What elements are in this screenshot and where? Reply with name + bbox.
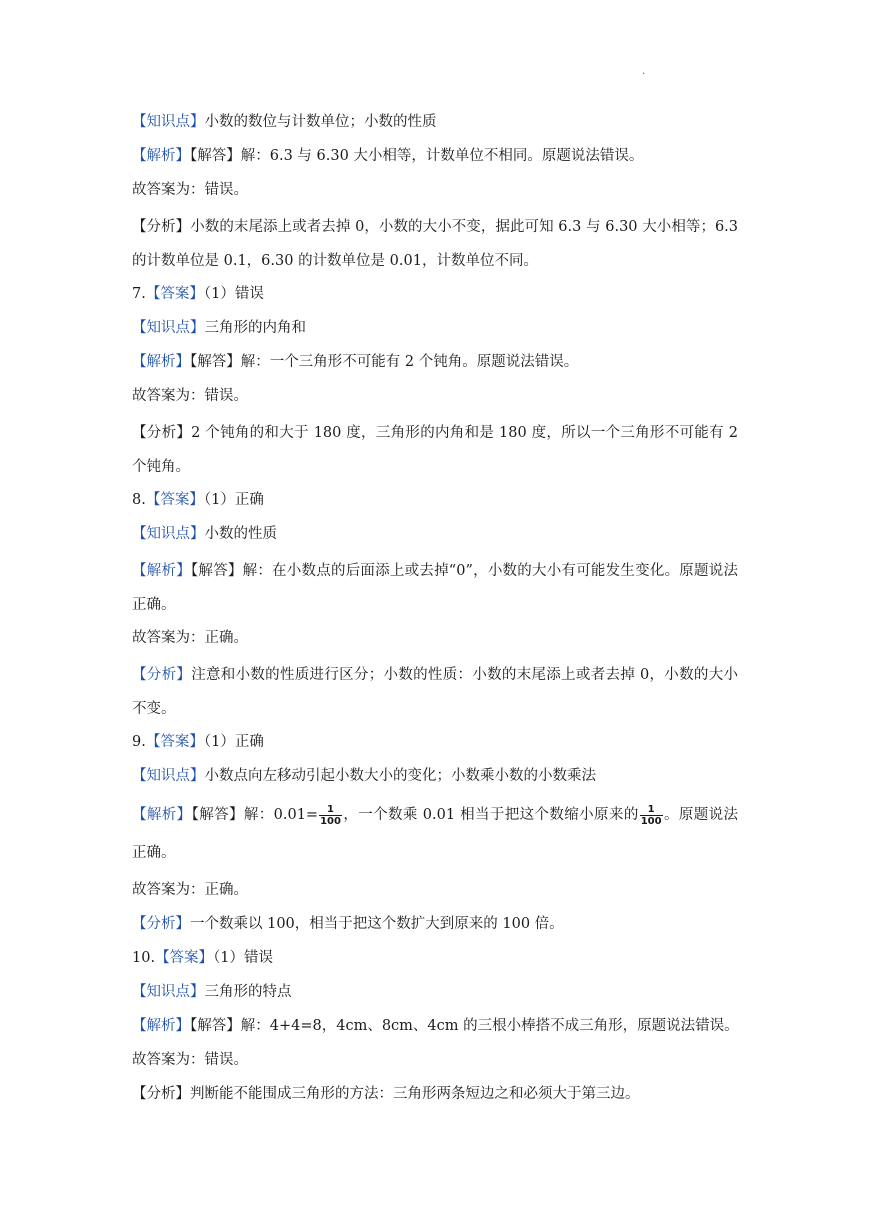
question-number: 10. [132,950,156,966]
q9-knowledge: 【知识点】小数点向左移动引起小数大小的变化；小数乘小数的小数乘法 [132,768,596,784]
q9-final-answer: 故答案为：正确。 [132,882,248,898]
reasoning-tag: 【分析】 [132,916,190,932]
answer-tag: 【答案】 [145,492,204,508]
q6-reasoning: 【分析】小数的末尾添上或者去掉 0，小数的大小不变，据此可知 6.3 与 6.30 大小相等；6.3 的计数单位是 0.1，6.30 的计数单位是 0.01，计数单位不同。 [132,219,738,269]
q8-final-answer: 故答案为：正确。 [132,630,248,646]
q7-final-answer: 故答案为：错误。 [132,388,248,404]
q10-knowledge: 【知识点】三角形的特点 [132,984,292,1000]
page-marker: . [642,66,646,77]
knowledge-tag: 【知识点】 [132,526,205,542]
reasoning-tag: 【分析】 [132,219,191,235]
q6-solution: 【解析】【解答】解：6.3 与 6.30 大小相等，计数单位不相同。原题说法错误。 [132,148,644,164]
q6-final-answer: 故答案为：错误。 [132,182,248,198]
q9-answer: 9.【答案】（1）正确 [132,734,264,750]
knowledge-tag: 【知识点】 [132,984,205,1000]
knowledge-tag: 【知识点】 [132,768,205,784]
solution-tag: 【解答】 [190,354,241,370]
q6-knowledge: 【知识点】小数的数位与计数单位；小数的性质 [132,114,437,130]
solution-tag: 【解答】 [191,807,244,823]
solution-tag: 【解答】 [190,563,243,579]
q8-knowledge: 【知识点】小数的性质 [132,526,277,542]
analysis-tag: 【解析】 [132,354,190,370]
analysis-tag: 【解析】 [132,148,190,164]
answer-tag: 【答案】 [155,950,214,966]
knowledge-tag: 【知识点】 [132,114,205,130]
reasoning-tag: 【分析】 [132,1086,190,1102]
solution-tag: 【解答】 [190,1018,241,1034]
q10-solution: 【解析】【解答】解：4+4=8，4cm、8cm、4cm 的三根小棒搭不成三角形，原题说法错误。 [132,1018,739,1034]
question-number: 9. [132,734,146,750]
answer-sheet [132,108,738,1114]
question-number: 8. [132,492,146,508]
analysis-tag: 【解析】 [132,563,191,579]
q7-knowledge: 【知识点】三角形的内角和 [132,320,306,336]
reasoning-tag: 【分析】 [132,667,192,683]
analysis-tag: 【解析】 [132,807,192,823]
q8-solution: 【解析】【解答】解：在小数点的后面添上或去掉“0”，小数的大小有可能发生变化。原题说法正确。 [132,563,738,613]
q7-solution: 【解析】【解答】解：一个三角形不可能有 2 个钝角。原题说法错误。 [132,354,579,370]
knowledge-tag: 【知识点】 [132,320,205,336]
answer-tag: 【答案】 [145,286,204,302]
analysis-tag: 【解析】 [132,1018,190,1034]
q10-answer: 10.【答案】（1）错误 [132,950,274,966]
fraction-one-hundredth: $\frac{1}{100}$ [640,803,662,827]
q8-reasoning: 【分析】注意和小数的性质进行区分；小数的性质：小数的末尾添上或者去掉 0，小数的大小不变。 [132,667,738,717]
reasoning-tag: 【分析】 [132,425,192,441]
fraction-one-hundredth: $\frac{1}{100}$ [320,803,341,827]
q9-solution: 【解析】【解答】解：0.01= $\frac{1}{100}$ ，一个数乘 0.01 相当于把这个数缩小原来的 $\frac{1}{100}$ 。原题说法正确。 [132,803,739,861]
q10-reasoning: 【分析】判断能不能围成三角形的方法：三角形两条短边之和必须大于第三边。 [132,1086,640,1102]
q7-answer: 7.【答案】（1）错误 [132,286,264,302]
answer-tag: 【答案】 [145,734,204,750]
q8-answer: 8.【答案】（1）正确 [132,492,264,508]
q9-reasoning: 【分析】一个数乘以 100，相当于把这个数扩大到原来的 100 倍。 [132,916,564,932]
question-number: 7. [132,286,146,302]
q10-final-answer: 故答案为：错误。 [132,1052,248,1068]
q7-reasoning: 【分析】2 个钝角的和大于 180 度，三角形的内角和是 180 度，所以一个三角形不可能有 2 个钝角。 [132,425,738,475]
solution-tag: 【解答】 [190,148,241,164]
